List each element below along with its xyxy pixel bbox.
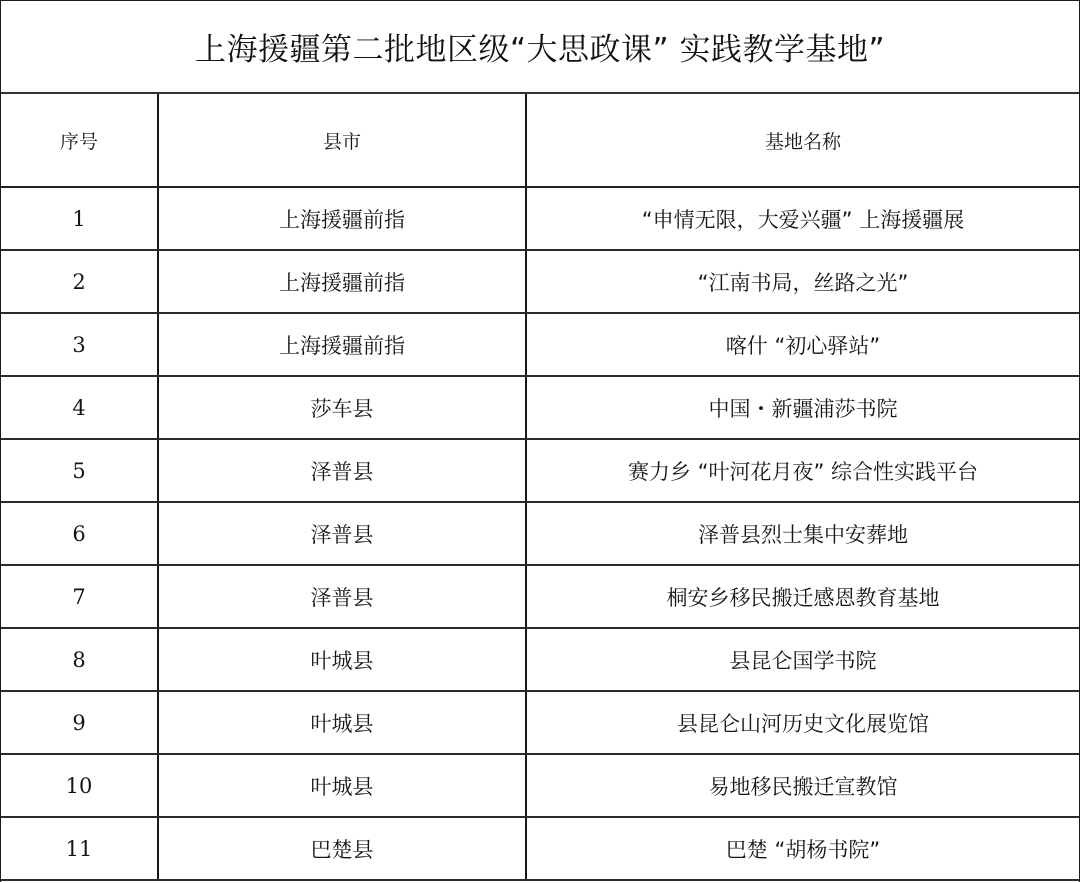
table-row (1, 439, 1079, 502)
row-county: 泽普县 (158, 439, 526, 502)
table-row (1, 754, 1079, 817)
row-base-name: 泽普县烈士集中安葬地 (526, 502, 1079, 565)
row-index: 7 (1, 565, 158, 628)
row-index: 2 (1, 250, 158, 313)
row-index: 9 (1, 691, 158, 754)
row-county: 莎车县 (158, 376, 526, 439)
base-list-table (1, 94, 1079, 881)
table-row (1, 565, 1079, 628)
row-index: 10 (1, 754, 158, 817)
row-index: 8 (1, 628, 158, 691)
row-base-name: 县昆仑国学书院 (526, 628, 1079, 691)
header-index: 序号 (1, 94, 158, 187)
row-base-name: 县昆仑山河历史文化展览馆 (526, 691, 1079, 754)
document-title: 上海援疆第二批地区级“大思政课” 实践教学基地” (1, 1, 1079, 94)
row-base-name: 赛力乡 “叶河花月夜” 综合性实践平台 (526, 439, 1079, 502)
table-row (1, 691, 1079, 754)
row-county: 叶城县 (158, 628, 526, 691)
row-county: 上海援疆前指 (158, 313, 526, 376)
header-county: 县市 (158, 94, 526, 187)
row-county: 上海援疆前指 (158, 250, 526, 313)
row-index: 3 (1, 313, 158, 376)
row-base-name: 巴楚 “胡杨书院” (526, 817, 1079, 880)
row-base-name: “江南书局，丝路之光” (526, 250, 1079, 313)
row-index: 1 (1, 187, 158, 250)
table-row (1, 187, 1079, 250)
table-header-row (1, 94, 1079, 187)
table-row (1, 250, 1079, 313)
table-row (1, 313, 1079, 376)
row-index: 11 (1, 817, 158, 880)
row-index: 6 (1, 502, 158, 565)
table-row (1, 376, 1079, 439)
table-row (1, 502, 1079, 565)
header-base-name: 基地名称 (526, 94, 1079, 187)
row-base-name: 喀什 “初心驿站” (526, 313, 1079, 376)
table-row (1, 628, 1079, 691)
row-county: 叶城县 (158, 754, 526, 817)
row-index: 5 (1, 439, 158, 502)
row-county: 叶城县 (158, 691, 526, 754)
row-county: 上海援疆前指 (158, 187, 526, 250)
row-county: 泽普县 (158, 502, 526, 565)
row-index: 4 (1, 376, 158, 439)
row-base-name: “申情无限，大爱兴疆” 上海援疆展 (526, 187, 1079, 250)
row-base-name: 桐安乡移民搬迁感恩教育基地 (526, 565, 1079, 628)
row-county: 巴楚县 (158, 817, 526, 880)
table-row (1, 817, 1079, 880)
row-base-name: 中国・新疆浦莎书院 (526, 376, 1079, 439)
row-base-name: 易地移民搬迁宣教馆 (526, 754, 1079, 817)
row-county: 泽普县 (158, 565, 526, 628)
